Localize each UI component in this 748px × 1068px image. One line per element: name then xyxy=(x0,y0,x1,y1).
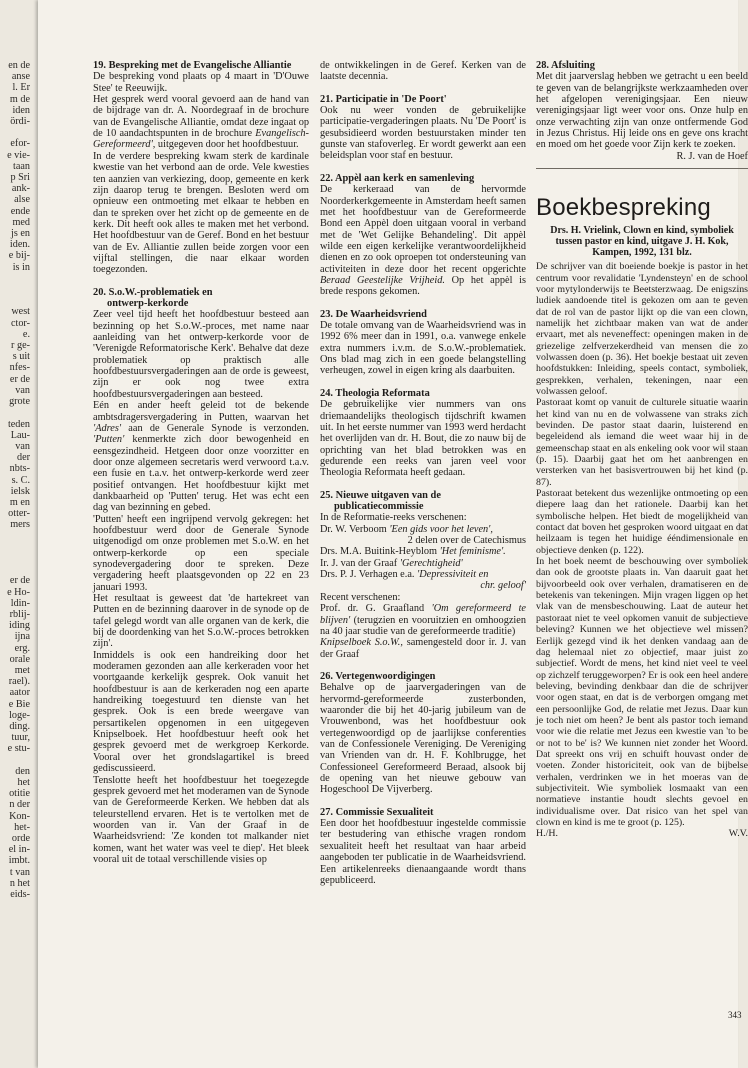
prev-page-fragment: iden xyxy=(12,104,30,116)
section-24-title: 24. Theologia Reformata xyxy=(320,387,430,399)
prev-page-fragment: eids- xyxy=(10,889,30,901)
prev-page-fragment: taan xyxy=(13,160,30,172)
prev-page-fragment: js en xyxy=(11,228,30,240)
prev-page-fragment xyxy=(0,407,30,418)
prev-page-fragment: m en xyxy=(9,496,30,508)
review-book-info: Drs. H. Vrielink, Clown en kind, symboliek tussen pastor en kind, uitgave J. H. Kok, Kampen, 1992, 131 blz. xyxy=(550,225,734,259)
section-25-title: 25. Nieuwe uitgaven van de publicatiecommissie xyxy=(320,489,441,512)
prev-page-fragment: grote xyxy=(9,396,30,408)
prev-page-fragment: ank- xyxy=(11,183,30,195)
prev-page-fragment: iding xyxy=(9,620,30,632)
publication-item: Knipselboek S.o.W., samengesteld door ir. J. van der Graaf xyxy=(320,637,527,660)
section-26-title: 26. Vertegenwoordigingen xyxy=(320,670,436,682)
paragraph: Het resultaat is geweest dat 'de hartekreet van Putten en de bezinning daarover in de synode op de tafel gelegd wordt van alle organen van de kerk, die bij de doordenking van het S.o.W.-proces betrokken zijn'. xyxy=(93,593,309,650)
section-22-title: 22. Appèl aan kerk en samenleving xyxy=(320,172,475,184)
prev-page-fragment: nbts- xyxy=(9,463,30,475)
prev-page-fragment: r ge- xyxy=(11,340,30,352)
paragraph: Zeer veel tijd heeft het hoofdbestuur besteed aan bezinning op het S.o.W.-proces, met name naar aanleiding van het ontwerp-kerkorde voor de 'Verenigde Reformatorische Kerk'. Behalve dat deze problematiek op praktisch alle hoofdbestuursvergaderingen aan de orde is geweest, zijn er ook nog twee extra hoofdbestuursvergaderingen aan besteed. xyxy=(93,309,309,400)
prev-page-fragment: ijna xyxy=(14,631,30,643)
prev-page-fragment: het xyxy=(17,777,30,788)
prev-page-fragment: teden xyxy=(7,418,30,430)
prev-page-fragment: p Sri xyxy=(10,172,30,184)
prev-page-fragment: van xyxy=(15,440,30,452)
paragraph: De schrijver van dit boeiende boekje is pastor in het centrum voor revalidatie 'Lyndensteyn' en de school voor mytylonderwijs te Beetsterzwaag. De enigszins ludiek aandoende titel is gekozen om aan te geven dat de rol van de pastor lijkt op die van een clown, namelijk het zichtbaar maken van wat de ander ervaart, met als neveneffect: openingen maken in de griezelige zelfverzekerdheid van mensen die zo volwassen doen (p. 36). Het boekje bestaat uit zeven hoofdstukken: Inleiding, speels contact, symboliek, gesprekken, verhalen, tekeningen, naar een volwassen geloof. xyxy=(536,261,748,397)
publication-item: Prof. dr. G. Graafland 'Om gereformeerd te blijven' (terugzien en vooruitzien en omhoogzien na 40 jaar studie van de gereformeerde traditie) xyxy=(320,603,526,637)
section-28-title: 28. Afsluiting xyxy=(536,60,595,71)
prev-page-fragment xyxy=(0,273,30,284)
prev-page-fragment: otter- xyxy=(8,508,30,520)
prev-page-fragment: met xyxy=(14,664,30,676)
prev-page-fragment: erg. xyxy=(14,642,30,654)
section-27-title: 27. Commissie Sexualiteit xyxy=(320,806,434,818)
prev-page-fragment: s uit xyxy=(12,351,30,363)
prev-page-fragment: e stu- xyxy=(7,743,30,755)
prev-page-fragment: Kon- xyxy=(9,810,30,822)
prev-page-fragment: ctor- xyxy=(10,317,30,329)
prev-page-fragment: ldin- xyxy=(10,597,30,609)
journal-page xyxy=(38,0,748,1068)
prev-page-fragment: imbt. xyxy=(8,855,30,867)
prev-page-fragment: l. Er xyxy=(12,82,30,94)
prev-page-fragment: ördi- xyxy=(10,116,30,128)
paragraph: De totale omvang van de Waarheidsvriend was in 1992 6% meer dan in 1991, o.a. vanwege enkele extra nummers i.v.m. de S.o.W.-problematiek. Ons blad mag zich in een goede belangstelling verheugen, zowel in eigen kring als daarbuiten. xyxy=(320,320,526,377)
prev-page-fragment: tuur, xyxy=(11,732,30,744)
review-heading: Boekbespreking xyxy=(536,194,711,222)
prev-page-fragment: e. xyxy=(22,328,30,340)
prev-page-fragment: m de xyxy=(9,93,30,105)
paragraph: De kerkeraad van de hervormde Noorderkerkgemeente in Amsterdam heeft samen met het hoofdbestuur van de Gereformeerde Bond een Appèl doen uitgaan vooral in verband met de 'Wet Gelijke Behandeling'. Dit appèl wilde een eigen kerkelijke verantwoordelijkheid dienen en zo ook oproepen tot ondersteuning van activiteiten in deze door het recent opgerichte Beraad Geestelijke Vrijheid. Op het appèl is brede respons gekomen. xyxy=(320,184,526,298)
prev-page-fragment: loge- xyxy=(9,709,30,721)
prev-page-fragment: n het xyxy=(9,877,30,889)
paragraph: Inmiddels is ook een handreiking door het moderamen gezonden aan alle kerkeraden voor het voortgaande kerkelijk gesprek. Ook vanuit het hoofdbestuur is aan de kerkeraden nog een aparte handreiking toegestuurd ten dienste van het gesprek. Ook is een brede weergave van persartikelen opgenomen in een uitgegeven Knipselboek. Het hoofdbestuur heeft ook het gesprek gevoerd met de werkgroep Kerkorde. Vooral over het grondslagartikel is breed gediscussieerd. xyxy=(93,649,309,775)
page-number: 343 xyxy=(728,1010,742,1020)
prev-page-fragment: rael). xyxy=(8,676,30,688)
paragraph: De gebruikelijke vier nummers van ons driemaandelijks theologisch tijdschrift kwamen uit. In het eerste nummer van 1993 werd herdacht het overlijden van dr. H. Bout, die zo nauw bij de oprichting van het blad betrokken was en gedurende een reeks van jaren veel voor Theologia Reformata heeft gedaan. xyxy=(320,399,526,479)
section-19-title: 19. Bespreking met de Evangelische Alliantie xyxy=(93,60,292,71)
prev-page-fragment: t van xyxy=(9,866,30,878)
signature-right: W.V. xyxy=(728,828,748,840)
paragraph: 'Putten' heeft een ingrijpend vervolg gekregen: het hoofdbestuur werd door de Generale Synode uitgenodigd om onze problemen met S.o.W. en het ontwerp-kerkorde op een speciale synodevergadering door te spreken. Deze vergadering heeft plaatsgevonden op 22 en 23 januari 1993. xyxy=(93,513,309,593)
prev-page-fragment: aator xyxy=(9,687,30,699)
paragraph: de ontwikkelingen in de Geref. Kerken van de laatste decennia. xyxy=(320,60,526,83)
paragraph: In de verdere bespreking kwam sterk de kardinale kwestie van het verbond aan de orde. Vele kwesties ten aanzien van verkiezing, doop, gemeente en kerk zijn daarop terug te brengen. Besloten werd om opnieuw een ontmoeting met elkaar te hebben en dan te spreken over het zicht op de gemeente en de kerk. Dit heeft ook alles te maken met het verbond. Het hoofdbestuur van de Geref. Bond en het bestuur van de Ev. Alliantie zullen beide zorgen voor een vijftal stellingen, die naar elkaar worden toegezonden. xyxy=(93,150,309,276)
prev-page-fragment: nfes- xyxy=(9,362,30,374)
prev-page-fragment: van xyxy=(15,384,30,396)
prev-page-fragment: ende xyxy=(10,205,30,217)
publication-item-detail: chr. geloof' xyxy=(480,580,526,592)
prev-page-fragment: den xyxy=(15,765,30,777)
prev-page-fragment: n der xyxy=(9,799,30,811)
signature-left: H./H. xyxy=(536,828,558,840)
paragraph: Pastoraat komt op vanuit de culturele situatie waarin het kind van nu en de volwassene van straks zich bevinden. De pastor staat daarin, luisterend en begeleidend als iemand die weet waar hij in de gemeenschap staat en als enkeling ook voor wil staan (p. 15). Daarbij gaat het om het aanbrengen en versterken van het basisvertrouwen bij het kind (p. 87). xyxy=(536,397,748,488)
prev-page-fragment: otitie xyxy=(9,788,30,800)
prev-page-fragment: e Ho- xyxy=(7,586,30,598)
prev-page-fragment: iden. xyxy=(9,239,30,251)
prev-page-fragment: med xyxy=(12,216,30,228)
prev-page-fragment xyxy=(0,127,30,138)
prev-page-fragment xyxy=(0,553,30,564)
prev-page-fragment: orale xyxy=(9,653,30,665)
prev-page-fragment: en de xyxy=(8,60,30,71)
paragraph: Tenslotte heeft het hoofdbestuur het toegezegde gesprek gevoerd met het moderamen van de Synode van de Gereformeerde Kerken. We hebben dat als teleurstellend ervaren. Het is te vertolken met de woorden van ir. Van der Graaf in de Waarheidsvriend: 'Ze konden tot malkander niet komen, want het water was veel te diep'. Het bleek vooral uit de totaal verschillende visies op xyxy=(93,774,309,865)
prev-page-fragment: anse xyxy=(11,71,30,83)
paragraph: Een door het hoofdbestuur ingestelde commissie ter bestudering van ethische vragen rondom sexualiteit heeft het resultaat van haar arbeid aangeboden ter publicatie in de Waarheidsvriend. Een artikelenreeks dienaangaande wordt thans gepubliceerd. xyxy=(320,818,526,886)
column-3 xyxy=(536,60,748,840)
section-20-title: 20. S.o.W.-problematiek en ontwerp-kerkorde xyxy=(93,286,213,309)
prev-page-fragment: e Bie xyxy=(8,698,30,710)
paragraph: Eén en ander heeft geleid tot de bekende ambtsdragersvergadering in Putten, waarvan het 'Adres' aan de Generale Synode is verzonden. 'Putten' kenmerkte zich door bewogenheid en eensgezindheid. Hetgeen door onze voorzitter en door onze algemeen secretaris werd verwoord t.a.v. een fusie en t.a.v. het ontwerp-kerkorde werd zeer positief ontvangen. Het hoofdbestuur kijkt met dankbaarheid op 'Putten' terug. Het was echt een dag van bezinning en gebed. xyxy=(93,400,309,514)
prev-page-fragment: er de xyxy=(9,575,30,587)
column-2 xyxy=(320,60,526,886)
prev-page-fragment: het- xyxy=(14,821,30,833)
prev-page-fragment xyxy=(0,542,30,553)
prev-page-fragment: orde xyxy=(11,833,30,845)
divider xyxy=(536,168,748,169)
prev-page-fragment: Lau- xyxy=(10,429,30,441)
review-signature-row xyxy=(536,828,748,839)
prev-page-fragment: efor- xyxy=(10,138,30,150)
paragraph: Recent verschenen: xyxy=(320,591,401,603)
paragraph: In de Reformatie-reeks verschenen: xyxy=(320,512,467,524)
prev-page-fragment xyxy=(0,284,30,295)
column-1 xyxy=(93,60,309,865)
prev-page-fragment: rblij- xyxy=(9,608,30,620)
prev-page-fragment: s. C. xyxy=(11,474,30,486)
section-21-title: 21. Participatie in 'De Poort' xyxy=(320,93,447,105)
paragraph: Met dit jaarverslag hebben we getracht u een beeld te geven van de belangrijkste werkzaamheden over het afgelopen verenigingsjaar. Een nieuw verenigingsjaar ligt weer voor ons. Onze hulp en onze verwachting zijn van onze ontfermende God in Jezus Christus. Hij leide ons en geve ons kracht en moed om het goede voor Zijn kerk te zoeken. xyxy=(536,71,748,151)
publication-item: Dr. W. Verboom 'Een gids voor het leven', xyxy=(320,523,493,535)
prev-page-fragment: alse xyxy=(14,194,30,206)
prev-page-fragment: is in xyxy=(12,261,30,273)
prev-page-fragment xyxy=(0,755,30,766)
prev-page-fragment: west xyxy=(11,306,30,318)
section-23-title: 23. De Waarheidsvriend xyxy=(320,308,427,320)
paragraph: Behalve op de jaarvergaderingen van de hervormd-gereformeerde zusterbonden, waaronder die bij het 40-jarig jubileum van de Vrouwenbond, was het hoofdbestuur ook vertegenwoordigd op de jaarlijkse conferenties van de Confessionele Vereniging. De Vereniging van Vrienden van dr. H. F. Kohlbrugge, het Confessioneel Gereformeerd Beraad, alsook bij de opening van het nieuwe gebouw van Hogeschool De Vijverberg. xyxy=(320,682,526,796)
paragraph: In het boek neemt de beschouwing over symboliek dan ook de grootste plaats in. Van daaruit gaat het bijvoorbeeld ook over verhalen, dramatiseren en de betekenis van tekeningen. Mijn vragen liggen op het vlak van de mensbeschouwing. Laat de auteur het pastoraat niet te veel opkomen vanuit de subjectieve beleving? Kunnen we het objectieve wel missen? Eerlijk gezegd vind ik het denken vandaag aan de dag helemaal niet zo objectief, maar juist zo subjectief. Wordt de mens, het kind niet veel te veel op zichzelf teruggeworpen? Er is ook een heel andere beleving, bevinding denkbaar dan die de schrijver voor ogen staat, en dat is de verborgen omgang met een persoonlijke God, de relatie met Jezus. Daar kun je toch niet om heen? Je bent als pastor toch iemand voor wie die relatie met Jezus een kwestie van 'to be or not to be' is? We kunnen niet zonder het Woord. Dat spreekt ons vrij en schuift houvast onder de voeten. Zonder historiciteit, ook van de bijbelse verhalen, verdrinken we in het moeras van de subjectiviteit. Wie symboliek losmaakt van een normatieve instantie houdt slechts gevoel en individualisme over. Dat risico van het spel van clown en kind is me te groot (p. 125). xyxy=(536,556,748,828)
prev-page-fragment: ielsk xyxy=(10,485,30,497)
prev-page-fragment: e bij- xyxy=(8,250,30,262)
prev-page-fragment: er de xyxy=(9,373,30,385)
paragraph: Pastoraat betekent dus wezenlijke ontmoeting op een diepere laag dan het rationele. Daarbij kan het symbolische helpen. Het biedt de mogelijkheid van contact dat boven het gesproken woord uitgaat en dat heilzaam is tegen het huidige ééndimensionale en objectieve denken (p. 122). xyxy=(536,488,748,556)
prev-page-fragment: der xyxy=(16,452,30,464)
prev-page-fragment: el in- xyxy=(8,844,30,856)
prev-page-fragment xyxy=(0,564,30,575)
publication-item-detail: 2 delen over de Catechismus xyxy=(407,535,526,547)
prev-page-fragment xyxy=(0,531,30,542)
publication-item: Ir. J. van der Graaf 'Gerechtigheid' xyxy=(320,557,463,569)
previous-page-edge xyxy=(0,60,34,1020)
prev-page-fragment: ding. xyxy=(9,720,30,732)
signature: R. J. van de Hoef xyxy=(676,150,748,162)
paragraph: Het gesprek werd vooral gevoerd aan de hand van de bijdrage van dr. A. Noordegraaf in de brochure van de Evangelische Alliantie, omdat deze ingaat op de 10 aandachtspunten in de brochure Evangelisch-Gereformeerd', uitgegeven door het hoofdbestuur. xyxy=(93,94,309,151)
prev-page-fragment: mers xyxy=(10,519,30,531)
publication-item: Drs. P. J. Verhagen e.a. 'Depressiviteit en xyxy=(320,569,489,581)
prev-page-fragment xyxy=(0,295,30,306)
paragraph: De bespreking vond plaats op 4 maart in 'D'Ouwe Stee' te Reeuwijk. xyxy=(93,71,309,94)
paragraph: Ook nu weer vonden de gebruikelijke participatie-vergaderingen plaats. Nu 'De Poort' is gesubsidieerd worden bestuurstaken minder ten gunste van stafoverleg. Er wordt gewerkt aan een beleidsplan voor staf en bestuur. xyxy=(320,105,526,162)
prev-page-fragment: e vie- xyxy=(7,149,30,161)
publication-item: Drs. M.A. Buitink-Heyblom 'Het feminisme'. xyxy=(320,546,506,558)
